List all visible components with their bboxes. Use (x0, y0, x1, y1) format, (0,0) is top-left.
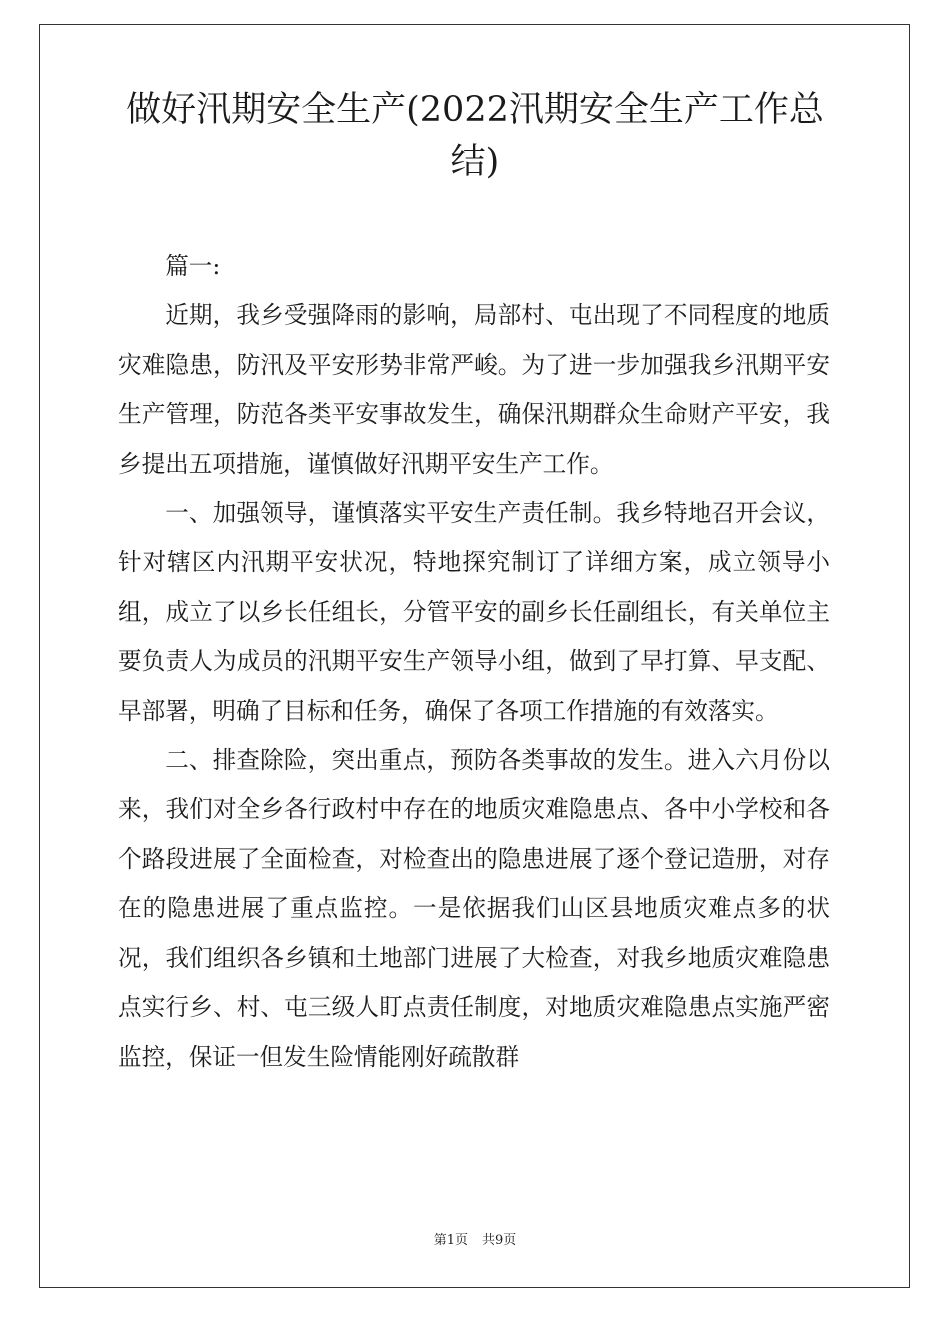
page-number-total: 共9页 (482, 1233, 517, 1248)
paragraph-measure-one: 一、加强领导，谨慎落实平安生产责任制。我乡特地召开会议，针对辖区内汛期平安状况，特地探究制订了详细方案，成立领导小组，成立了以乡长任组长，分管平安的副乡长任副组长，有关单位主要负责人为成员的汛期平安生产领导小组，做到了早打算、早支配、早部署，明确了目标和任务，确保了各项工作措施的有效落实。 (118, 499, 830, 725)
document-body (118, 242, 830, 1082)
document-title: 做好汛期安全生产(2022汛期安全生产工作总结) (126, 90, 824, 182)
paragraph-measure-two: 二、排查除险，突出重点，预防各类事故的发生。进入六月份以来，我们对全乡各行政村中存在的地质灾难隐患点、各中小学校和各个路段进展了全面检查，对检查出的隐患进展了逐个登记造册，对存在的隐患进展了重点监控。一是依据我们山区县地质灾难点多的状况，我们组织各乡镇和土地部门进展了大检查，对我乡地质灾难隐患点实行乡、村、屯三级人盯点责任制度，对地质灾难隐患点实施严密监控，保证一但发生险情能刚好疏散群 (118, 746, 830, 1071)
page-number-current: 第1页 (433, 1233, 468, 1248)
paragraph-section-label: 篇一: (165, 252, 221, 280)
paragraph-intro: 近期，我乡受强降雨的影响，局部村、屯出现了不同程度的地质灾难隐患，防汛及平安形势非常严峻。为了进一步加强我乡汛期平安生产管理，防范各类平安事故发生，确保汛期群众生命财产平安，我乡提出五项措施，谨慎做好汛期平安生产工作。 (118, 301, 830, 478)
page-footer (0, 1232, 950, 1250)
